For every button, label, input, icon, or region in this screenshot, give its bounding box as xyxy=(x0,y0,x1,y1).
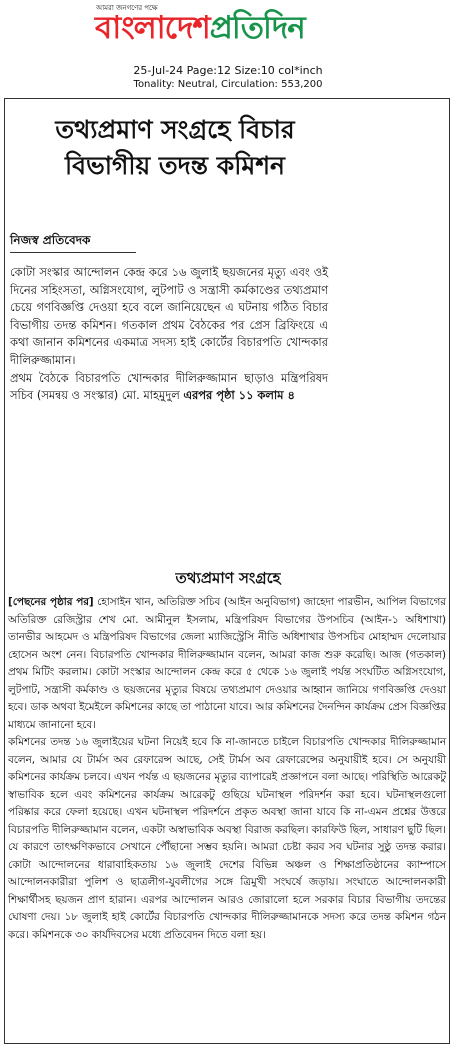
body-paragraph-1-text: হোসাইন খান, অতিরিক্ত সচিব (আইন অনুবিভাগ) জাহেদা পারভীন, আপিল বিভাগের অতিরিক্ত রেজিস্ট্রার শেখ মো. আমীনুল ইসলাম, মন্ত্রিপরিষদ বিভাগের উপসচিব (আইন-১ অধিশাখা) তানভীর আহমেদ ও মন্ত্রিপরিষদ বিভাগের জেলা ম্যাজিস্ট্রেসি নীতি অধিশাখার উপসচিব মোহাম্মদ দেলোয়ার হোসেন অংশ নেন। বিচারপতি খোন্দকার দীলিরুজ্জামান বলেন, আমরা কাজ শুরু করেছি। আজ (গতকাল) প্রথম মিটিং করলাম। কোটা সংস্কার আন্দোলন কেন্দ্র করে ৫ থেকে ১৬ জুলাই পর্যন্ত সংঘটিত অগ্নিসংযোগ, লুটপাট, সন্ত্রাসী কর্মকাণ্ড ও ছয়জনের মৃত্যুর বিষয়ে তথ্যপ্রমাণ দেওয়ার আহ্বান জানিয়ে গণবিজ্ঞপ্তি দেওয়া হবে। ডাক অথবা ইমেইলে কমিশনের কাছে তা পাঠানো যাবে। আর কমিশনের দৈনন্দিন কার্যক্রম প্রেস বিজ্ঞপ্তির মাধ্যমে জানানো হবে। xyxy=(8,596,446,731)
lead-section xyxy=(10,264,328,405)
byline-divider xyxy=(10,252,136,253)
continued-body xyxy=(8,594,446,944)
from-back-page-label: [পেছনের পৃষ্ঠার পর] xyxy=(8,596,94,608)
continuation-subhead: তথ্যপ্রমাণ সংগ্রহে xyxy=(175,569,281,587)
logo-part-2: প্রতিদিন xyxy=(209,10,305,46)
newspaper-logo xyxy=(95,10,305,46)
clipping-meta-line-2: Tonality: Neutral, Circulation: 553,200 xyxy=(133,79,323,90)
article-headline: তথ্যপ্রমাণ সংগ্রহে বিচার বিভাগীয় তদন্ত কমিশন xyxy=(55,115,295,180)
body-paragraph-2: কমিশনের তদন্ত ১৬ জুলাইয়ের ঘটনা নিয়েই হবে কি না-জানতে চাইলে বিচারপতি খোন্দকার দীলিরুজ্জামান বলেন, আমার যে টার্মস অব রেফারেন্স আছে, সেই টার্মস অব রেফারেন্সের অনুযায়ীই হবে। সে অনুযায়ী কমিশনের কার্যক্রম চলবে। এখন পর্যন্ত এ ছয়জনের মৃত্যুর ব্যাপারেই প্রজ্ঞাপনে বলা আছে। পরিস্থিতি আরেকটু স্বাভাবিক হলে এবং কমিশনের কার্যক্রম আরেকটু গুছিয়ে ঘটনাস্থল পরিদর্শন করা হবে। ঘটনাস্থলগুলো পরিষ্কার করে ফেলা হয়েছে। এখন ঘটনাস্থল পরিদর্শনে প্রকৃত অবস্থা জানা যাবে কি না-এমন প্রশ্নের উত্তরে বিচারপতি দীলিরুজ্জামান বলেন, একটা অস্বাভাবিক অবস্থা বিরাজ করছিল। কারফিউ ছিল, সাধারণ ছুটি ছিল। যে কারণে তাৎক্ষণিকভাবে সেখানে পৌঁছানো সম্ভব হয়নি। আমরা চেষ্টা করব সব ঘটনার সুষ্ঠু তদন্ত করার। কোটা আন্দোলনের ধারাবাহিকতায় ১৬ জুলাই দেশের বিভিন্ন অঞ্চল ও শিক্ষাপ্রতিষ্ঠানের ক্যাম্পাসে আন্দোলনকারীরা পুলিশ ও ছাত্রলীগ-যুবলীগের সঙ্গে ত্রিমুখী সংঘর্ষে জড়ায়। সংঘাতে আন্দোলনকারী শিক্ষার্থীসহ ছয়জন প্রাণ হারান। এরপর আন্দোলন আরও জোরালো হলে সরকার বিচার বিভাগীয় তদন্তের ঘোষণা দেয়। ১৮ জুলাই হাই কোর্টের বিচারপতি খোন্দকার দীলিরুজ্জামানকে সদস্য করে তদন্ত কমিশন গঠন করে। কমিশনকে ৩০ কার্যদিবসের মধ্যে প্রতিবেদন দিতে বলা হয়। xyxy=(8,736,446,941)
body-paragraph-1 xyxy=(8,594,446,734)
masthead-tagline: আমরা জনগণের পক্ষে xyxy=(96,4,158,12)
lead-paragraph-1: কোটা সংস্কার আন্দোলন কেন্দ্র করে ১৬ জুলাই ছয়জনের মৃত্যু এবং ওই দিনের সহিংসতা, অগ্নিসংযোগ, লুটপাট ও সন্ত্রাসী কর্মকাণ্ডের তথ্যপ্রমাণ চেয়ে গণবিজ্ঞপ্তি দেওয়া হবে বলে জানিয়েছেন এ ঘটনায় গঠিত বিচার বিভাগীয় তদন্ত কমিশন। গতকাল প্রথম বৈঠকের পর প্রেস ব্রিফিংয়ে এ কথা জানান কমিশনের একমাত্র সদস্য হাই কোর্টের বিচারপতি খোন্দকার দীলিরুজ্জামান। xyxy=(10,265,328,367)
article-byline: নিজস্ব প্রতিবেদক xyxy=(10,233,91,247)
lead-paragraph-2 xyxy=(10,370,328,405)
lead-paragraph-2-text: প্রথম বৈঠকে বিচারপতি খোন্দকার দীলিরুজ্জামান ছাড়াও মন্ত্রিপরিষদ সচিব (সমন্বয় ও সংস্কার) মো. মাহমুদুল xyxy=(10,370,328,403)
clipping-meta-line-1: 25-Jul-24 Page:12 Size:10 col*inch xyxy=(133,64,323,77)
continuation-note: এরপর পৃষ্ঠা ১১ কলাম ৪ xyxy=(183,388,295,403)
logo-part-1: বাংলাদেশ xyxy=(95,10,210,46)
